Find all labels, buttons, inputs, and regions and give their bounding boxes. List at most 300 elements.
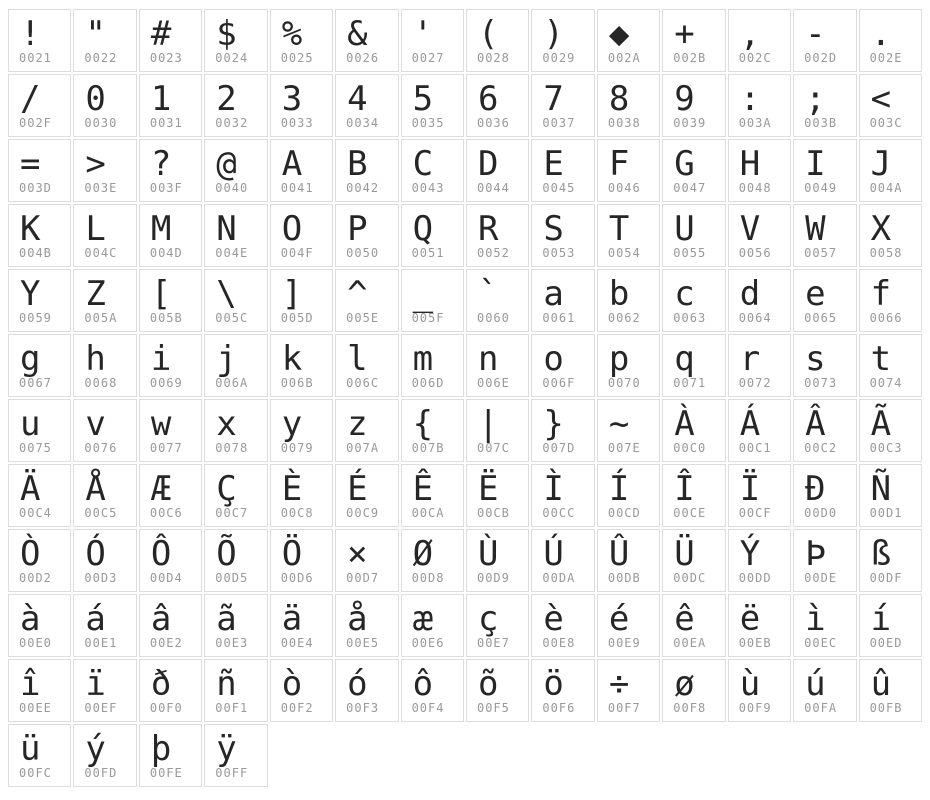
glyph: F bbox=[608, 144, 630, 184]
codepoint-label: 0043 bbox=[411, 181, 445, 195]
glyph: ö bbox=[543, 664, 564, 704]
glyph: ñ bbox=[216, 664, 237, 704]
glyph-cell[interactable] bbox=[466, 269, 529, 332]
glyph-cell[interactable] bbox=[728, 204, 791, 267]
glyph: < bbox=[870, 79, 892, 119]
glyph-cell[interactable] bbox=[793, 269, 856, 332]
glyph: t bbox=[870, 339, 892, 379]
glyph-cell[interactable] bbox=[859, 529, 922, 592]
glyph-cell[interactable] bbox=[270, 9, 333, 72]
glyph-cell[interactable] bbox=[662, 269, 725, 332]
glyph-cell[interactable] bbox=[335, 269, 398, 332]
glyph-cell[interactable] bbox=[793, 399, 856, 462]
glyph-cell[interactable] bbox=[466, 659, 529, 722]
glyph-cell[interactable] bbox=[8, 529, 71, 592]
glyph: b bbox=[608, 274, 630, 314]
glyph-cell[interactable] bbox=[859, 204, 922, 267]
glyph: p bbox=[608, 339, 630, 379]
glyph-cell[interactable] bbox=[204, 9, 267, 72]
glyph-cell[interactable] bbox=[401, 9, 464, 72]
glyph-cell[interactable] bbox=[139, 659, 202, 722]
glyph-cell[interactable] bbox=[139, 9, 202, 72]
glyph-cell[interactable] bbox=[401, 464, 464, 527]
glyph: : bbox=[739, 79, 761, 119]
glyph: Ã bbox=[870, 404, 892, 444]
glyph-cell[interactable] bbox=[728, 9, 791, 72]
glyph-cell[interactable] bbox=[466, 334, 529, 397]
glyph: s bbox=[805, 339, 826, 379]
glyph: 3 bbox=[281, 79, 303, 119]
codepoint-label: 00F0 bbox=[149, 701, 183, 715]
codepoint-label: 007B bbox=[411, 441, 445, 455]
glyph: á bbox=[85, 599, 106, 639]
glyph-cell[interactable] bbox=[139, 269, 202, 332]
codepoint-label: 0062 bbox=[607, 311, 641, 325]
glyph-cell[interactable] bbox=[662, 334, 725, 397]
glyph-cell[interactable] bbox=[270, 464, 333, 527]
glyph: ù bbox=[739, 664, 761, 704]
glyph-cell[interactable] bbox=[139, 139, 202, 202]
codepoint-label: 00D5 bbox=[215, 571, 249, 585]
glyph-cell[interactable] bbox=[204, 594, 267, 657]
glyph: N bbox=[216, 209, 237, 249]
codepoint-label: 00ED bbox=[869, 636, 903, 650]
glyph-cell[interactable] bbox=[597, 139, 660, 202]
glyph-cell[interactable] bbox=[204, 334, 267, 397]
glyph-cell[interactable] bbox=[531, 139, 594, 202]
codepoint-label: 003F bbox=[149, 181, 183, 195]
glyph-cell[interactable] bbox=[8, 74, 71, 137]
glyph-cell[interactable] bbox=[270, 659, 333, 722]
glyph-cell[interactable] bbox=[859, 74, 922, 137]
glyph: ÷ bbox=[608, 664, 630, 704]
glyph-cell[interactable] bbox=[531, 464, 594, 527]
glyph-cell[interactable] bbox=[531, 399, 594, 462]
glyph-cell[interactable] bbox=[335, 399, 398, 462]
codepoint-label: 00F7 bbox=[607, 701, 641, 715]
glyph-cell[interactable] bbox=[662, 399, 725, 462]
glyph-cell[interactable] bbox=[204, 399, 267, 462]
codepoint-label: 00EB bbox=[738, 636, 772, 650]
glyph: u bbox=[20, 404, 41, 444]
codepoint-label: 0031 bbox=[149, 116, 183, 130]
glyph: y bbox=[281, 404, 303, 444]
codepoint-label: 00DC bbox=[673, 571, 707, 585]
glyph-cell[interactable] bbox=[204, 724, 267, 787]
glyph-cell[interactable] bbox=[662, 204, 725, 267]
codepoint-label: 0039 bbox=[673, 116, 707, 130]
glyph: l bbox=[347, 339, 368, 379]
glyph-cell[interactable] bbox=[8, 659, 71, 722]
codepoint-label: 003A bbox=[738, 116, 772, 130]
codepoint-label: 00D9 bbox=[476, 571, 510, 585]
glyph-cell[interactable] bbox=[728, 464, 791, 527]
glyph: H bbox=[739, 144, 761, 184]
codepoint-label: 0068 bbox=[84, 376, 118, 390]
codepoint-label: 007C bbox=[476, 441, 510, 455]
glyph-cell[interactable] bbox=[335, 204, 398, 267]
glyph: æ bbox=[412, 599, 434, 639]
glyph-cell[interactable] bbox=[466, 139, 529, 202]
glyph-cell[interactable] bbox=[859, 139, 922, 202]
codepoint-label: 0024 bbox=[215, 51, 249, 65]
glyph-cell[interactable] bbox=[728, 529, 791, 592]
glyph-cell[interactable] bbox=[728, 659, 791, 722]
glyph-cell[interactable] bbox=[401, 334, 464, 397]
glyph-cell[interactable] bbox=[204, 204, 267, 267]
glyph: õ bbox=[477, 664, 499, 704]
glyph-cell[interactable] bbox=[793, 139, 856, 202]
glyph: 2 bbox=[216, 79, 237, 119]
codepoint-label: 0061 bbox=[542, 311, 576, 325]
glyph: ã bbox=[216, 599, 237, 639]
glyph: . bbox=[870, 14, 892, 54]
glyph: Ó bbox=[85, 534, 106, 574]
glyph-cell[interactable] bbox=[728, 74, 791, 137]
glyph-cell[interactable] bbox=[139, 74, 202, 137]
glyph: Ê bbox=[412, 469, 434, 509]
codepoint-label: 00C6 bbox=[149, 506, 183, 520]
glyph-cell[interactable] bbox=[531, 594, 594, 657]
glyph-cell[interactable] bbox=[335, 334, 398, 397]
glyph-cell[interactable] bbox=[335, 139, 398, 202]
glyph-cell[interactable] bbox=[8, 269, 71, 332]
glyph: Ò bbox=[20, 534, 41, 574]
glyph-cell[interactable] bbox=[531, 529, 594, 592]
glyph-cell[interactable] bbox=[597, 659, 660, 722]
glyph-cell[interactable] bbox=[8, 334, 71, 397]
codepoint-label: 00F6 bbox=[542, 701, 576, 715]
codepoint-label: 00DE bbox=[804, 571, 838, 585]
glyph-cell[interactable] bbox=[728, 594, 791, 657]
codepoint-label: 00F1 bbox=[215, 701, 249, 715]
glyph: Ë bbox=[477, 469, 499, 509]
glyph-cell[interactable] bbox=[401, 399, 464, 462]
codepoint-label: 006B bbox=[280, 376, 314, 390]
codepoint-label: 004B bbox=[19, 246, 52, 260]
codepoint-label: 006E bbox=[476, 376, 510, 390]
glyph-cell[interactable] bbox=[139, 529, 202, 592]
glyph-cell[interactable] bbox=[139, 594, 202, 657]
codepoint-label: 0035 bbox=[411, 116, 445, 130]
codepoint-label: 0047 bbox=[673, 181, 707, 195]
codepoint-label: 00DB bbox=[607, 571, 641, 585]
glyph-cell[interactable] bbox=[662, 9, 725, 72]
codepoint-label: 00D3 bbox=[84, 571, 118, 585]
glyph-cell[interactable] bbox=[859, 464, 922, 527]
glyph: U bbox=[674, 209, 695, 249]
glyph-cell[interactable] bbox=[793, 464, 856, 527]
glyph-cell[interactable] bbox=[597, 529, 660, 592]
glyph-cell[interactable] bbox=[73, 529, 136, 592]
codepoint-label: 00CD bbox=[607, 506, 641, 520]
glyph-cell[interactable] bbox=[8, 399, 71, 462]
glyph: ï bbox=[85, 664, 106, 704]
codepoint-label: 002E bbox=[869, 51, 903, 65]
glyph: , bbox=[739, 14, 761, 54]
glyph: à bbox=[20, 599, 41, 639]
glyph: Í bbox=[608, 469, 630, 509]
glyph-cell[interactable] bbox=[73, 659, 136, 722]
codepoint-label: 00D8 bbox=[411, 571, 445, 585]
glyph: Â bbox=[805, 404, 826, 444]
glyph-cell[interactable] bbox=[139, 204, 202, 267]
glyph-cell[interactable] bbox=[466, 74, 529, 137]
glyph-cell[interactable] bbox=[793, 74, 856, 137]
glyph-cell[interactable] bbox=[859, 9, 922, 72]
glyph: + bbox=[674, 14, 695, 54]
codepoint-label: 00EF bbox=[84, 701, 118, 715]
codepoint-label: 0050 bbox=[346, 246, 380, 260]
glyph-cell[interactable] bbox=[597, 74, 660, 137]
glyph-cell[interactable] bbox=[8, 139, 71, 202]
codepoint-label: 00E4 bbox=[280, 636, 314, 650]
glyph-cell[interactable] bbox=[401, 659, 464, 722]
glyph-cell[interactable] bbox=[73, 74, 136, 137]
glyph-cell[interactable] bbox=[793, 529, 856, 592]
glyph: è bbox=[543, 599, 564, 639]
glyph-cell[interactable] bbox=[335, 659, 398, 722]
codepoint-label: 00E8 bbox=[542, 636, 576, 650]
glyph-cell[interactable] bbox=[270, 74, 333, 137]
glyph-cell[interactable] bbox=[401, 269, 464, 332]
glyph-cell[interactable] bbox=[401, 204, 464, 267]
codepoint-label: 0060 bbox=[476, 311, 510, 325]
glyph-cell[interactable] bbox=[73, 204, 136, 267]
glyph-cell[interactable] bbox=[8, 464, 71, 527]
codepoint-label: 00C4 bbox=[19, 506, 52, 520]
glyph: û bbox=[870, 664, 892, 704]
glyph-cell[interactable] bbox=[793, 9, 856, 72]
codepoint-label: 005B bbox=[149, 311, 183, 325]
glyph-cell[interactable] bbox=[73, 464, 136, 527]
codepoint-label: 00FB bbox=[869, 701, 903, 715]
glyph: > bbox=[85, 144, 106, 184]
glyph-cell[interactable] bbox=[73, 139, 136, 202]
glyph-cell[interactable] bbox=[335, 529, 398, 592]
glyph-cell[interactable] bbox=[662, 74, 725, 137]
glyph-cell[interactable] bbox=[204, 529, 267, 592]
glyph-cell[interactable] bbox=[531, 74, 594, 137]
glyph: å bbox=[347, 599, 368, 639]
glyph-cell[interactable] bbox=[139, 724, 202, 787]
glyph-cell[interactable] bbox=[73, 399, 136, 462]
glyph-cell[interactable] bbox=[662, 659, 725, 722]
codepoint-label: 0071 bbox=[673, 376, 707, 390]
codepoint-label: 004E bbox=[215, 246, 249, 260]
glyph: q bbox=[674, 339, 695, 379]
glyph-cell[interactable] bbox=[466, 9, 529, 72]
glyph-cell[interactable] bbox=[270, 594, 333, 657]
glyph: " bbox=[85, 14, 106, 54]
glyph-cell[interactable] bbox=[270, 204, 333, 267]
codepoint-label: 0037 bbox=[542, 116, 576, 130]
glyph-cell[interactable] bbox=[859, 269, 922, 332]
glyph-cell[interactable] bbox=[531, 204, 594, 267]
glyph-cell[interactable] bbox=[728, 399, 791, 462]
codepoint-label: 0049 bbox=[804, 181, 838, 195]
glyph-cell[interactable] bbox=[728, 334, 791, 397]
glyph-cell[interactable] bbox=[793, 334, 856, 397]
glyph-cell[interactable] bbox=[466, 464, 529, 527]
glyph: K bbox=[20, 209, 41, 249]
codepoint-label: 005C bbox=[215, 311, 249, 325]
glyph-cell[interactable] bbox=[204, 269, 267, 332]
glyph-cell[interactable] bbox=[859, 334, 922, 397]
glyph: Ù bbox=[477, 534, 499, 574]
glyph-cell[interactable] bbox=[597, 399, 660, 462]
glyph-cell[interactable] bbox=[73, 334, 136, 397]
codepoint-label: 002B bbox=[673, 51, 707, 65]
glyph-cell[interactable] bbox=[8, 9, 71, 72]
glyph-cell[interactable] bbox=[859, 659, 922, 722]
glyph: v bbox=[85, 404, 106, 444]
glyph-cell[interactable] bbox=[531, 9, 594, 72]
glyph-cell[interactable] bbox=[139, 464, 202, 527]
glyph: ü bbox=[20, 729, 41, 769]
glyph: ú bbox=[805, 664, 826, 704]
glyph: é bbox=[608, 599, 630, 639]
glyph-cell[interactable] bbox=[531, 659, 594, 722]
glyph-cell[interactable] bbox=[401, 594, 464, 657]
glyph-cell[interactable] bbox=[204, 139, 267, 202]
glyph: 1 bbox=[150, 79, 172, 119]
glyph: ~ bbox=[608, 404, 630, 444]
glyph: i bbox=[150, 339, 172, 379]
glyph: ò bbox=[281, 664, 303, 704]
glyph-cell[interactable] bbox=[401, 529, 464, 592]
glyph: Y bbox=[20, 274, 41, 314]
glyph-cell[interactable] bbox=[466, 529, 529, 592]
codepoint-label: 00E0 bbox=[19, 636, 52, 650]
glyph-cell[interactable] bbox=[401, 139, 464, 202]
glyph-cell[interactable] bbox=[139, 334, 202, 397]
glyph-cell[interactable] bbox=[662, 139, 725, 202]
glyph-cell[interactable] bbox=[662, 529, 725, 592]
glyph-cell[interactable] bbox=[793, 204, 856, 267]
glyph: h bbox=[85, 339, 106, 379]
glyph: ] bbox=[281, 274, 303, 314]
glyph-cell[interactable] bbox=[793, 659, 856, 722]
glyph-cell[interactable] bbox=[466, 399, 529, 462]
codepoint-label: 0026 bbox=[346, 51, 380, 65]
codepoint-label: 00FF bbox=[215, 766, 249, 780]
glyph: $ bbox=[216, 14, 237, 54]
glyph-cell[interactable] bbox=[597, 464, 660, 527]
glyph-cell[interactable] bbox=[597, 204, 660, 267]
glyph: c bbox=[674, 274, 695, 314]
glyph-cell[interactable] bbox=[8, 594, 71, 657]
glyph-cell[interactable] bbox=[335, 9, 398, 72]
codepoint-label: 0074 bbox=[869, 376, 903, 390]
glyph: Î bbox=[674, 469, 695, 509]
glyph-cell[interactable] bbox=[597, 9, 660, 72]
glyph-cell[interactable] bbox=[270, 269, 333, 332]
glyph-cell[interactable] bbox=[662, 464, 725, 527]
glyph: Æ bbox=[150, 469, 172, 509]
glyph: 9 bbox=[674, 79, 695, 119]
glyph: o bbox=[543, 339, 564, 379]
glyph-cell[interactable] bbox=[859, 594, 922, 657]
glyph-cell[interactable] bbox=[859, 399, 922, 462]
glyph-cell[interactable] bbox=[335, 74, 398, 137]
glyph-cell[interactable] bbox=[335, 464, 398, 527]
glyph-cell[interactable] bbox=[204, 464, 267, 527]
glyph-cell[interactable] bbox=[270, 334, 333, 397]
glyph-cell[interactable] bbox=[73, 269, 136, 332]
glyph-cell[interactable] bbox=[270, 139, 333, 202]
codepoint-label: 0075 bbox=[19, 441, 52, 455]
codepoint-label: 0052 bbox=[476, 246, 510, 260]
glyph-cell[interactable] bbox=[8, 724, 71, 787]
glyph: G bbox=[674, 144, 695, 184]
glyph: × bbox=[347, 534, 368, 574]
glyph-cell[interactable] bbox=[204, 659, 267, 722]
glyph: Å bbox=[85, 469, 106, 509]
codepoint-label: 0058 bbox=[869, 246, 903, 260]
codepoint-label: 0057 bbox=[804, 246, 838, 260]
glyph-cell[interactable] bbox=[597, 594, 660, 657]
glyph: g bbox=[20, 339, 41, 379]
codepoint-label: 00F3 bbox=[346, 701, 380, 715]
codepoint-label: 006A bbox=[215, 376, 249, 390]
codepoint-label: 003D bbox=[19, 181, 52, 195]
glyph-cell[interactable] bbox=[597, 334, 660, 397]
codepoint-label: 00C9 bbox=[346, 506, 380, 520]
codepoint-label: 002D bbox=[804, 51, 838, 65]
codepoint-label: 0077 bbox=[149, 441, 183, 455]
codepoint-label: 0048 bbox=[738, 181, 772, 195]
glyph-cell[interactable] bbox=[597, 269, 660, 332]
codepoint-label: 00EC bbox=[804, 636, 838, 650]
glyph-cell[interactable] bbox=[466, 204, 529, 267]
codepoint-label: 004A bbox=[869, 181, 903, 195]
codepoint-label: 00F5 bbox=[476, 701, 510, 715]
glyph-cell[interactable] bbox=[466, 594, 529, 657]
codepoint-label: 00CB bbox=[476, 506, 510, 520]
glyph-cell[interactable] bbox=[728, 139, 791, 202]
glyph: E bbox=[543, 144, 564, 184]
glyph-cell[interactable] bbox=[8, 204, 71, 267]
glyph-cell[interactable] bbox=[531, 269, 594, 332]
codepoint-label: 0030 bbox=[84, 116, 118, 130]
glyph-cell[interactable] bbox=[270, 399, 333, 462]
glyph: } bbox=[543, 404, 564, 444]
codepoint-label: 00D4 bbox=[149, 571, 183, 585]
glyph: ä bbox=[281, 599, 303, 639]
glyph-cell[interactable] bbox=[270, 529, 333, 592]
glyph: ý bbox=[85, 729, 106, 769]
glyph-cell[interactable] bbox=[531, 334, 594, 397]
codepoint-label: 002C bbox=[738, 51, 772, 65]
codepoint-label: 0028 bbox=[476, 51, 510, 65]
glyph-cell[interactable] bbox=[73, 724, 136, 787]
glyph-cell[interactable] bbox=[662, 594, 725, 657]
codepoint-label: 00CF bbox=[738, 506, 772, 520]
glyph-cell[interactable] bbox=[139, 399, 202, 462]
glyph: 8 bbox=[608, 79, 630, 119]
glyph-cell[interactable] bbox=[335, 594, 398, 657]
glyph-cell[interactable] bbox=[204, 74, 267, 137]
glyph-cell[interactable] bbox=[793, 594, 856, 657]
codepoint-label: 00C5 bbox=[84, 506, 118, 520]
glyph-cell[interactable] bbox=[728, 269, 791, 332]
glyph: Ï bbox=[739, 469, 761, 509]
glyph-cell[interactable] bbox=[401, 74, 464, 137]
codepoint-label: 00D0 bbox=[804, 506, 838, 520]
glyph-cell[interactable] bbox=[73, 594, 136, 657]
glyph-cell[interactable] bbox=[73, 9, 136, 72]
